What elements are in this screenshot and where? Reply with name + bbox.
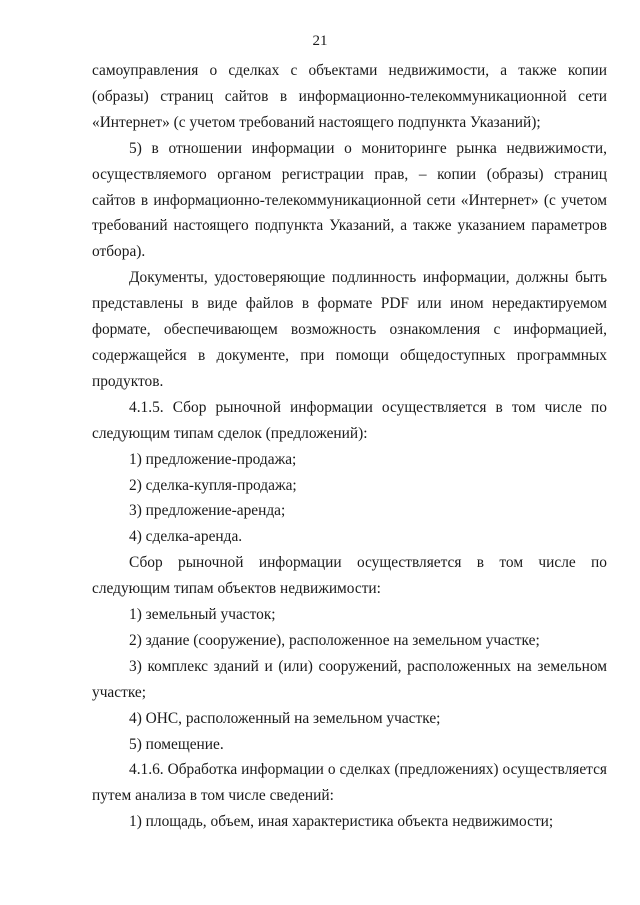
paragraph-4-1-6: 4.1.6. Обработка информации о сделках (предложениях) осуществляется путем анализа в том числе сведений: <box>92 761 607 805</box>
paragraph-documents: Документы, удостоверяющие подлинность информации, должны быть представлены в виде файлов в формате PDF или ином нередактируемом формате, обеспечивающем возможность ознакомления с информацией, содержащейся в документе, при помощи общедоступных программных продуктов. <box>92 269 607 390</box>
list-item-object-type-1: 1) земельный участок; <box>129 606 276 624</box>
list-item-object-type-5: 5) помещение. <box>129 735 224 753</box>
list-item-deal-type-1: 1) предложение-продажа; <box>129 450 297 468</box>
paragraph-object-types: Сбор рыночной информации осуществляется в том числе по следующим типам объектов недвижимости: <box>92 554 607 598</box>
paragraph-4-1-5: 4.1.5. Сбор рыночной информации осуществляется в том числе по следующим типам сделок (предложений): <box>92 398 607 442</box>
list-item-object-type-3: 3) комплекс зданий и (или) сооружений, расположенных на земельном участке; <box>92 657 607 701</box>
list-item-deal-type-2: 2) сделка-купля-продажа; <box>129 476 297 494</box>
list-item-object-type-2: 2) здание (сооружение), расположенное на земельном участке; <box>129 631 540 649</box>
paragraph-item-5: 5) в отношении информации о мониторинге рынка недвижимости, осуществляемого органом регистрации прав, – копии (образы) страниц сайтов в информационно-телекоммуникационной сети «Интернет» (с учетом требований настоящего подпункта Указаний, а также указанием параметров отбора). <box>92 139 607 261</box>
list-item-object-type-4: 4) ОНС, расположенный на земельном участке; <box>129 709 441 727</box>
page-number: 21 <box>312 33 328 49</box>
paragraph-continuation: самоуправления о сделках с объектами недвижимости, а также копии (образы) страниц сайтов в информационно-телекоммуникационной сети «Интернет» (с учетом требований настоящего подпункта Указаний); <box>92 62 607 131</box>
list-item-deal-type-3: 3) предложение-аренда; <box>129 502 286 520</box>
document-body <box>92 58 607 835</box>
list-item-deal-type-4: 4) сделка-аренда. <box>129 528 243 546</box>
list-item-info-1: 1) площадь, объем, иная характеристика объекта недвижимости; <box>129 813 554 831</box>
